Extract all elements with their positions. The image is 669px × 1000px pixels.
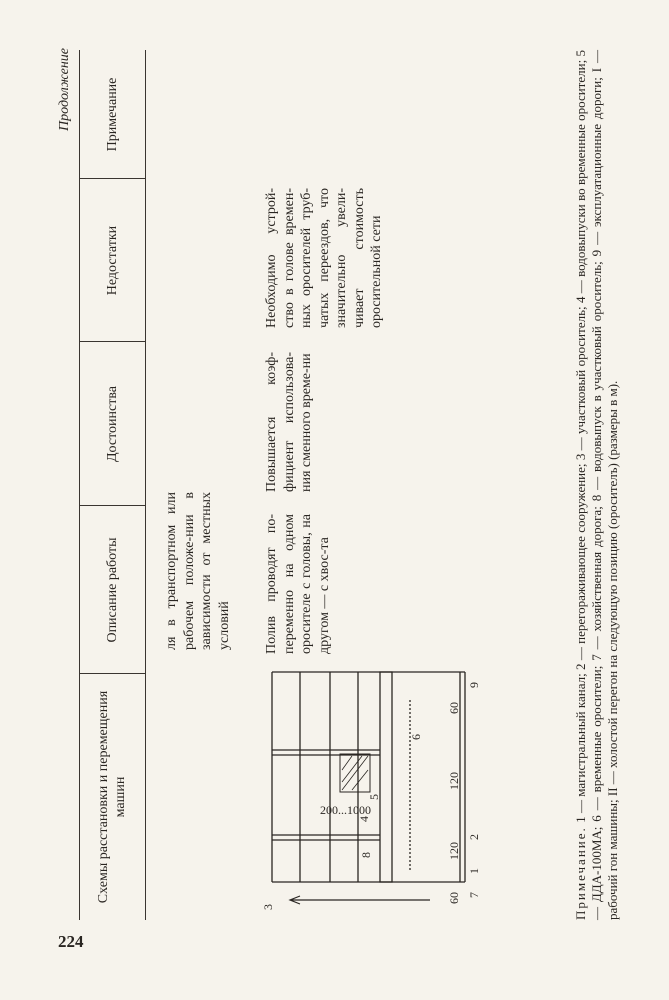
callout-6: 6 — [409, 734, 423, 740]
header-bottom-rule — [145, 50, 146, 920]
header-advantages: Достоинства — [104, 386, 120, 463]
header-remarks: Примечание — [104, 77, 120, 152]
dimension-60a: 60 — [447, 892, 461, 904]
callout-1: 1 — [467, 868, 481, 874]
page-number: 224 — [58, 932, 84, 951]
dimension-120b: 120 — [447, 772, 461, 790]
callout-8: 8 — [359, 852, 373, 858]
rotated-page-content — [55, 50, 635, 920]
disadvantages-cell: Необходимо устрой-ство в голове времен-ных оросителей труб-чатых переездов, что значительно увели-чивает стоимость оросительной сети — [264, 188, 384, 328]
dimension-120a: 120 — [447, 842, 461, 860]
carryover-text: ля в транспортном или рабочем положе-нии в зависимости от местных условий — [164, 492, 232, 650]
length-label: 200...1000 — [320, 803, 371, 817]
callout-9: 9 — [467, 682, 481, 688]
note-text: 1 — магистральный канал; 2 — перегораживающее сооружение; 3 — участковый ороситель; 4 — водовыпуски во временные оросители; 5 — ДДА-100МА; 6 — временные оросители; 7 — хозяйственная дорога; 8 — водовыпуск в участковый ороситель; 9 — эксплуатационные дороги; I — рабочий гон машины; II — холостой перегон на следующую позицию (оросителъ) (размеры в м). — [573, 49, 620, 920]
main-canal — [380, 672, 392, 882]
figure-note — [573, 50, 621, 920]
header-schemes: Схемы расстановки и перемещения машин — [96, 690, 128, 904]
callout-5: 5 — [367, 794, 381, 800]
note-lead: Примечание. — [573, 826, 588, 920]
continued-label: Продолжение — [57, 48, 72, 131]
callout-4: 4 — [357, 816, 371, 822]
header-description: Описание работы — [104, 537, 120, 643]
header-disadvantages: Недостатки — [104, 225, 120, 296]
machine-placement-diagram — [260, 670, 485, 910]
advantages-cell: Повышается коэф-фициент использова-ния сменного време-ни — [264, 352, 314, 492]
dimension-60b: 60 — [447, 702, 461, 714]
callout-7: 7 — [467, 892, 481, 898]
description-cell: Полив проводят по-переменно на одном оросителе с головы, на другом — с хвос-та — [264, 514, 332, 654]
callout-3: 3 — [261, 904, 275, 910]
callout-2: 2 — [467, 834, 481, 840]
